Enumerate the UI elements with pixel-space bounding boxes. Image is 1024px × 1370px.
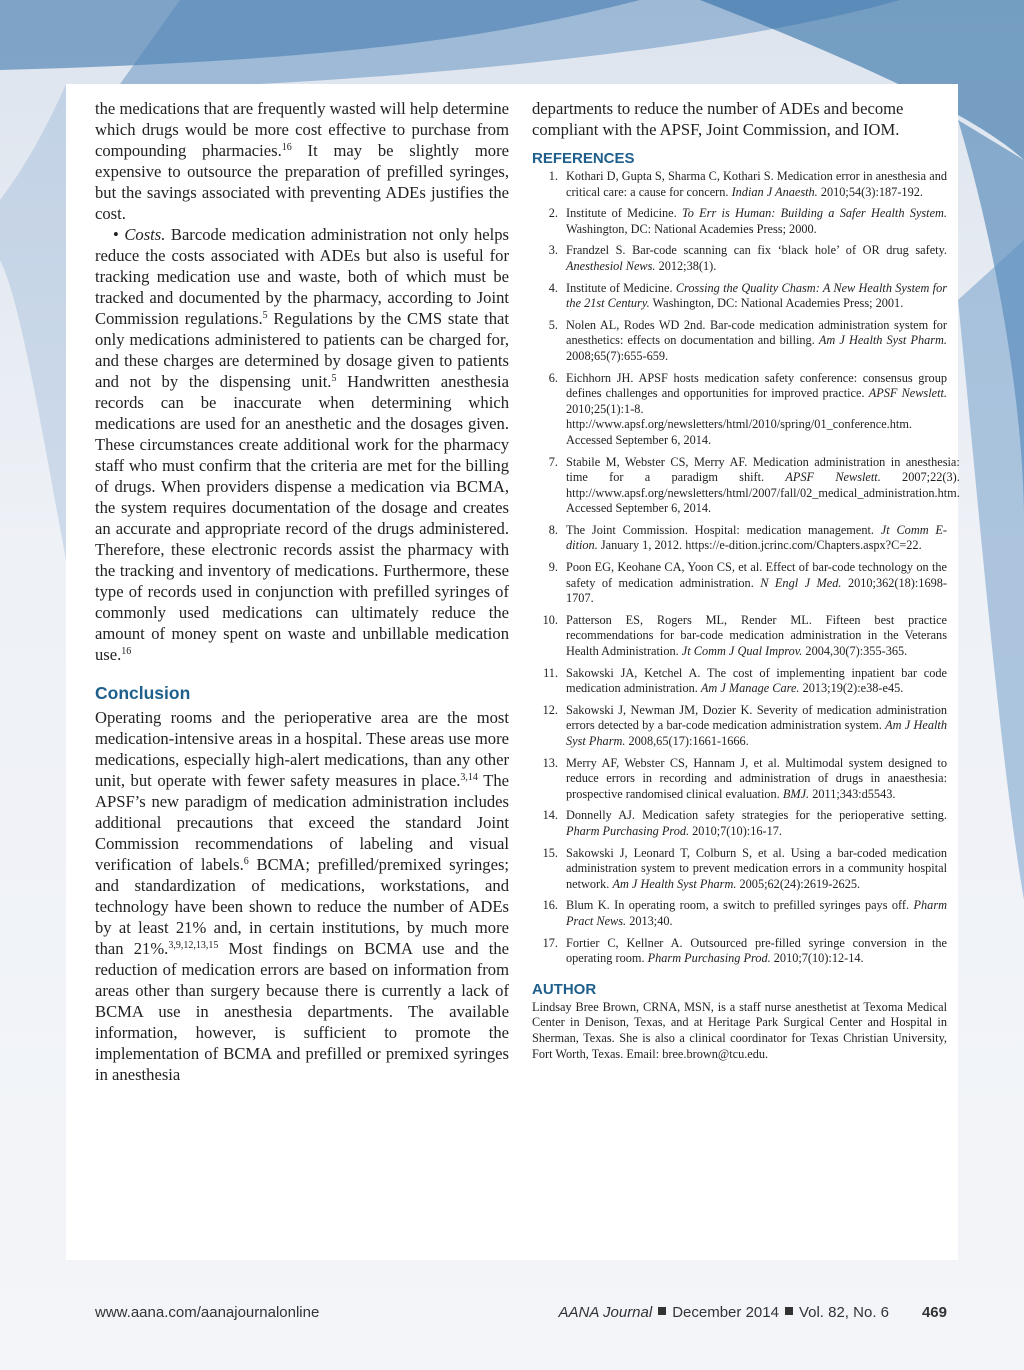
reference-number: 1.: [548, 169, 558, 183]
text-run: Handwritten anesthesia records can be inaccurate when determining which medications are used for an anesthetic and the dosages given. These circumstances create additional work for the pharmacy staff who must confirm that the criteria are met for the billing of drugs. When providers dispense a medication via BCMA, the system requires documentation of the dosage and creates an accurate and appropriate record of the drugs administered. Therefore, these electronic records assist the pharmacy with the tracking and inventory of medications. Furthermore, these type of records used in conjunction with prefilled syringes of commonly used medications can ultimately reduce the amount of money spent on waste and unbillable medication use.: [95, 372, 509, 664]
reference-text: [566, 169, 947, 200]
reference-journal: Crossing the Quality Chasm: A New Health System for the 21st Century.: [566, 280, 948, 311]
paragraph: [95, 224, 509, 665]
author-heading: AUTHOR: [532, 980, 597, 998]
reference-item: [532, 169, 947, 200]
reference-details: 2005;62(24):2619-2625.: [736, 876, 861, 891]
paragraph: departments to reduce the number of ADEs and become compliant with the APSF, Joint Commission, and IOM.: [532, 99, 904, 139]
reference-item: [532, 454, 960, 517]
reference-number: 15.: [542, 845, 558, 860]
reference-journal: Am J Health Syst Pharm.: [612, 876, 737, 891]
reference-number: 11.: [543, 665, 558, 680]
reference-text: [566, 808, 947, 839]
reference-number: 17.: [542, 935, 558, 950]
reference-number: 5.: [548, 317, 558, 332]
reference-details: 2010;54(3):187-192.: [817, 184, 923, 199]
reference-authors: Institute of Medicine.: [566, 206, 682, 221]
reference-item: [532, 206, 947, 237]
reference-journal: Jt Comm E-dition.: [566, 522, 947, 553]
reference-authors: Sakowski JA, Ketchel A. The cost of implementing inpatient bar code medication administration.: [566, 665, 947, 696]
reference-text: [566, 756, 947, 803]
reference-journal: Pharm Purchasing Prod.: [647, 951, 771, 966]
reference-number: 10.: [542, 612, 558, 627]
reference-details: 2010;25(1):1-8. http://www.apsf.org/newsletters/html/2010/spring/01_conference.htm. Accessed September 6, 2014.: [566, 401, 912, 447]
reference-authors: Fortier C, Kellner A. Outsourced pre-filled syringe conversion in the operating room.: [566, 935, 947, 966]
reference-authors: Nolen AL, Rodes WD 2nd. Bar-code medication administration system for anesthetics: effects on documentation and billing.: [566, 317, 947, 348]
reference-authors: Frandzel S. Bar-code scanning can fix ‘black hole’ of OR drug safety.: [566, 243, 947, 258]
citation: 16: [121, 646, 132, 657]
citation: 16: [281, 142, 292, 153]
reference-item: [532, 703, 947, 750]
reference-text: [566, 455, 960, 517]
reference-text: [566, 523, 947, 554]
author-bio: Lindsay Bree Brown, CRNA, MSN, is a staff nurse anesthetist at Texoma Medical Center in Denison, Texas, and at Heritage Park Surgical Center and Hospital in Sherman, Texas. She is also a clinical coordinator for Texas Christian University, Fort Worth, Texas. Email: bree.brown@tcu.edu.: [532, 999, 947, 1061]
reference-text: [566, 703, 947, 750]
reference-text: [566, 206, 947, 237]
reference-text: [566, 560, 947, 607]
references-list: [532, 169, 960, 967]
reference-text: [566, 613, 947, 660]
reference-item: [532, 560, 947, 607]
reference-number: 3.: [548, 243, 558, 258]
reference-journal: Am J Manage Care.: [700, 681, 800, 696]
reference-journal: Pharm Purchasing Prod.: [566, 823, 690, 838]
reference-journal: To Err is Human: Building a Safer Health System.: [681, 206, 948, 221]
citation: 5: [262, 310, 268, 321]
text-run: BCMA; prefilled/premixed syringes; and standardization of medications, workstations, and technology have been shown to reduce the number of ADEs by at least 21% and, in certain institutions, by much more than 21%.: [95, 855, 510, 958]
citation: 5: [331, 373, 337, 384]
reference-authors: The Joint Commission. Hospital: medication management.: [566, 522, 881, 537]
reference-journal: Am J Health Syst Pharm.: [818, 333, 947, 348]
reference-details: 2008,65(17):1661-1666.: [625, 734, 749, 748]
bullet: •: [113, 225, 125, 244]
volume-number: Vol. 82, No. 6: [798, 1304, 889, 1321]
text-run: Barcode medication administration not only helps reduce the costs associated with ADEs but also is useful for tracking medication use and waste, both of which must be tracked and documented by the pharmacy, according to Joint Commission regulations.: [95, 225, 509, 328]
costs-label: Costs.: [124, 225, 166, 244]
reference-text: [566, 666, 947, 697]
reference-details: 2010;7(10):16-17.: [689, 823, 782, 838]
reference-item: [532, 318, 947, 365]
reference-authors: Stabile M, Webster CS, Merry AF. Medication administration in anesthesia: time for a paradigm shift.: [566, 454, 960, 485]
reference-details: January 1, 2012. https://e-dition.jcrinc.com/Chapters.aspx?C=22.: [597, 538, 922, 553]
reference-number: 14.: [542, 808, 558, 823]
citation: 3,9,12,13,15: [168, 940, 219, 951]
reference-details: 2004,30(7):355-365.: [802, 644, 908, 659]
reference-item: [532, 523, 947, 554]
reference-details: 2007;22(3). http://www.apsf.org/newsletters/html/2007/fall/02_medical_administration.htm. Accessed September 6, 2014.: [566, 470, 960, 516]
text-run: Most findings on BCMA use and the reduction of medication errors are based on information from areas other than surgery because there is currently a lack of BCMA use in anesthesia departments. The available information, however, is sufficient to promote the implementation of BCMA and prefilled or premixed syringes in anesthesia: [95, 939, 509, 1084]
text-run: Operating rooms and the perioperative area are the most medication-intensive areas in a hospital. These areas use more medications, especially high-alert medications, than any other unit, but operate with fewer safety measures in place.: [95, 708, 509, 790]
journal-name: AANA Journal: [558, 1304, 653, 1321]
reference-text: [566, 371, 947, 449]
reference-journal: Pharm Pract News.: [566, 898, 947, 928]
references-heading: REFERENCES: [532, 150, 635, 167]
reference-authors: Eichhorn JH. APSF hosts medication safety conference: consensus group defines challenges and opportunities for improved practice.: [566, 370, 947, 401]
reference-text: [566, 898, 947, 929]
reference-number: 13.: [542, 755, 558, 770]
reference-text: [566, 846, 947, 893]
reference-details: Washington, DC: National Academies Press; 2000.: [566, 221, 817, 236]
reference-details: 2013;19(2):e38-e45.: [799, 681, 904, 696]
reference-details: 2010;7(10):12-14.: [770, 951, 864, 966]
reference-number: 12.: [542, 702, 558, 717]
text-run: The APSF’s new paradigm of medication administration includes additional precautions that exceed the standard Joint Commission recommendations of labeling and visual verification of labels.: [95, 771, 509, 874]
reference-authors: Donnelly AJ. Medication safety strategies for the perioperative setting.: [566, 808, 947, 823]
reference-details: 2011;343:d5543.: [809, 786, 896, 801]
citation: 3,14: [460, 772, 478, 783]
reference-authors: Merry AF, Webster CS, Hannam J, et al. Multimodal system designed to reduce errors in recording and administration of drugs in anaesthesia: prospective randomised clinical evaluation.: [566, 755, 947, 801]
right-column: [532, 98, 960, 1062]
paragraph: [95, 707, 509, 1085]
reference-journal: Indian J Anaesth.: [731, 184, 818, 199]
reference-item: [532, 666, 947, 697]
reference-number: 16.: [542, 898, 558, 913]
reference-item: [532, 898, 947, 929]
reference-journal: Am J Health Syst Pharm.: [566, 718, 947, 748]
reference-number: 7.: [548, 454, 558, 469]
text-run: It may be slightly more expensive to outsource the preparation of prefilled syringes, but the savings associated with preventing ADEs justifies the cost.: [95, 141, 509, 223]
reference-item: [532, 371, 947, 449]
separator-square-icon: [658, 1307, 666, 1315]
reference-journal: N Engl J Med.: [760, 575, 842, 590]
reference-item: [532, 808, 947, 839]
reference-item: [532, 756, 947, 803]
reference-text: [566, 281, 947, 312]
reference-number: 9.: [548, 560, 558, 575]
text-run: the medications that are frequently wasted will help determine which drugs would be more cost effective to purchase from compounding pharmacies.: [95, 99, 509, 160]
reference-authors: Sakowski J, Leonard T, Colburn S, et al. Using a bar-coded medication administration system to prevent medication errors in a community hospital network.: [566, 845, 947, 891]
reference-number: 4.: [548, 280, 558, 295]
paragraph: [95, 98, 509, 224]
reference-details: 2012;38(1).: [655, 258, 717, 273]
text-run: Regulations by the CMS state that only medications administered to patients can be charged for, and these charges are determined by dosage given to patients and not by the dispensing unit.: [95, 309, 509, 391]
reference-number: 6.: [548, 370, 558, 385]
left-column: [95, 98, 509, 1085]
reference-journal: Jt Comm J Qual Improv.: [681, 644, 803, 659]
conclusion-heading: Conclusion: [95, 683, 191, 703]
reference-text: [566, 318, 947, 365]
reference-item: [532, 243, 947, 274]
reference-item: [532, 613, 947, 660]
page-footer: [95, 1304, 947, 1324]
reference-authors: Sakowski J, Newman JM, Dozier K. Severity of medication administration errors detected by a bar-code medication administration system.: [566, 702, 947, 733]
reference-text: [566, 936, 947, 967]
reference-journal: BMJ.: [782, 786, 810, 801]
reference-authors: Kothari D, Gupta S, Sharma C, Kothari S. Medication error in anesthesia and critical care: a cause for concern.: [566, 169, 947, 199]
reference-item: [532, 936, 947, 967]
reference-authors: Blum K. In operating room, a switch to prefilled syringes pays off.: [566, 898, 914, 913]
reference-details: 2013;40.: [626, 913, 673, 928]
issue-date: December 2014: [672, 1304, 779, 1321]
reference-authors: Institute of Medicine.: [566, 280, 676, 295]
reference-item: [532, 846, 947, 893]
reference-item: [532, 281, 947, 312]
reference-text: [566, 243, 947, 274]
reference-number: 2.: [548, 206, 558, 221]
reference-journal: Anesthesiol News.: [566, 258, 656, 273]
separator-square-icon: [785, 1307, 793, 1315]
reference-authors: Poon EG, Keohane CA, Yoon CS, et al. Effect of bar-code technology on the safety of medication administration.: [566, 560, 947, 590]
journal-url-link[interactable]: www.aana.com/aanajournalonline: [95, 1304, 320, 1321]
reference-details: Washington, DC: National Academies Press; 2001.: [649, 296, 904, 311]
citation: 6: [243, 856, 249, 867]
page-number: 469: [921, 1304, 947, 1321]
reference-authors: Patterson ES, Rogers ML, Render ML. Fifteen best practice recommendations for bar-code medication administration in the Veterans Health Administration.: [566, 612, 947, 659]
reference-details: 2008;65(7):655-659.: [566, 348, 669, 363]
reference-details: 2010;362(18):1698-1707.: [566, 575, 947, 606]
reference-number: 8.: [548, 522, 558, 537]
reference-journal: APSF Newslett.: [868, 386, 948, 401]
reference-journal: APSF Newslett.: [785, 470, 881, 485]
journal-issue: [559, 1304, 889, 1321]
